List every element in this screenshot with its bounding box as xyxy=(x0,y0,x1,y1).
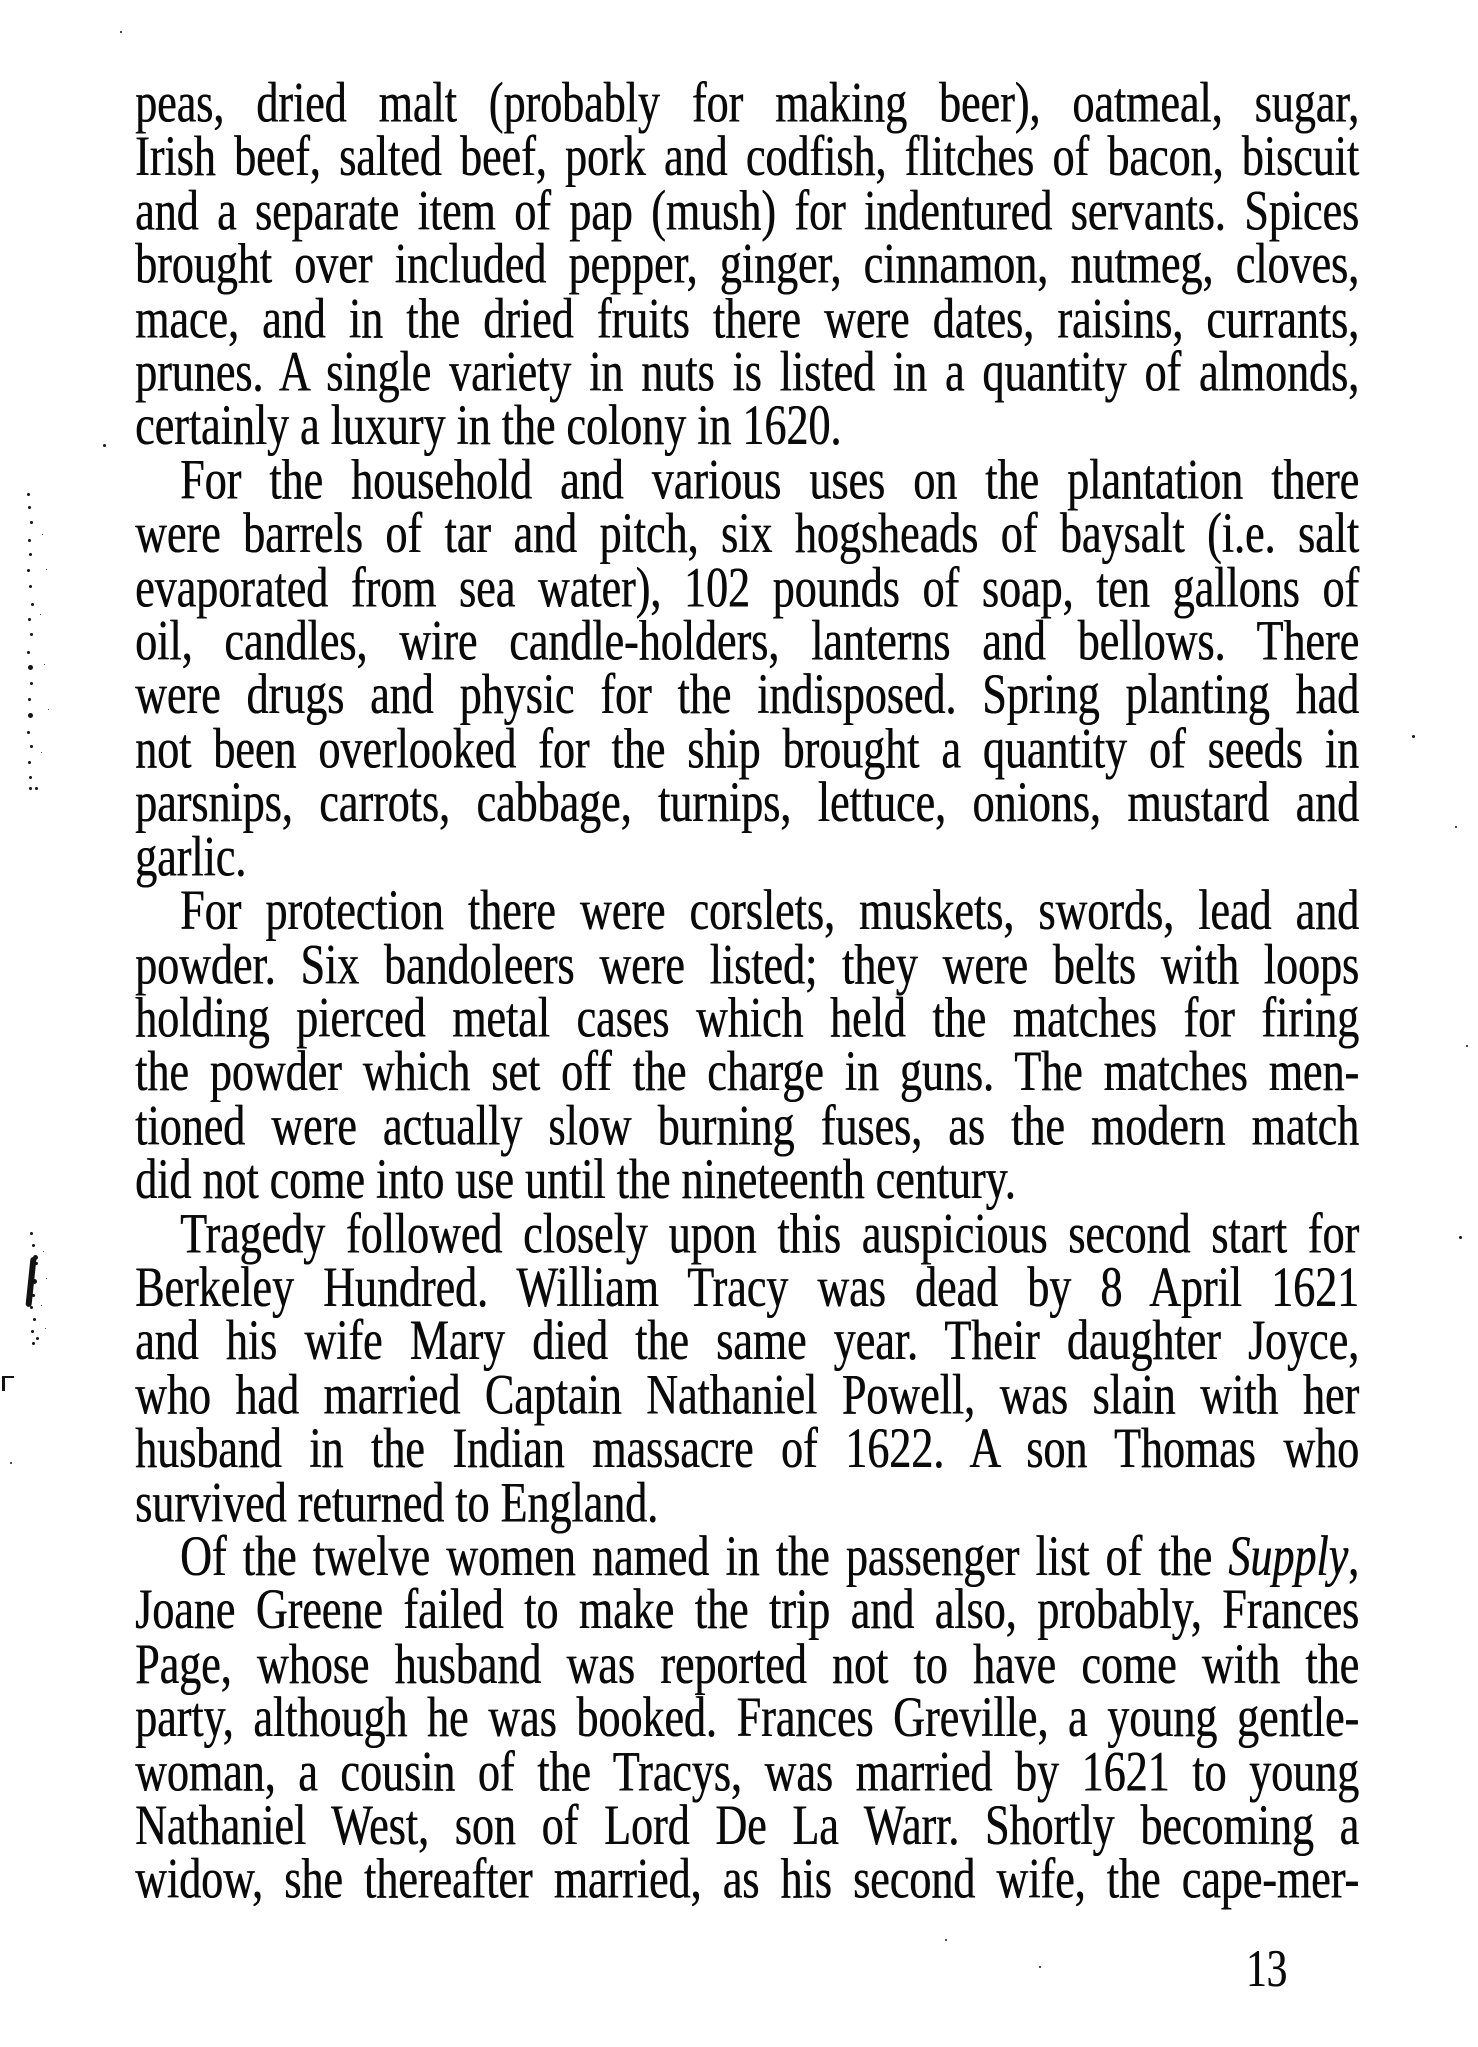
page-text xyxy=(135,70,1359,1911)
text-segment: , xyxy=(1348,1524,1359,1588)
italic-ship-name: Supply xyxy=(1228,1524,1348,1588)
paragraph xyxy=(135,1201,1359,1535)
text-line: survived returned to England. xyxy=(135,1470,658,1535)
paragraph xyxy=(135,878,1359,1212)
text-line: garlic. xyxy=(135,824,247,889)
text-line: For protection there were corslets, muskets, swords, lead and xyxy=(180,878,1359,942)
page-number: 13 xyxy=(1246,1938,1287,1998)
text-line: not been overlooked for the ship brought a quantity of seeds in xyxy=(135,716,1359,781)
text-line: brought over included pepper, ginger, cinnamon, nutmeg, cloves, xyxy=(135,232,1359,296)
text-line: were barrels of tar and pitch, six hogsheads of baysalt (i.e. salt xyxy=(135,501,1359,566)
text-line: did not come into use until the nineteenth century. xyxy=(135,1147,1016,1212)
scan-artifact-dot xyxy=(1455,826,1457,828)
text-line: Joane Greene failed to make the trip and also, probably, Frances xyxy=(135,1577,1359,1642)
scan-artifact-dot xyxy=(945,1939,947,1941)
text-line: woman, a cousin of the Tracys, was married by 1621 to young xyxy=(135,1739,1359,1804)
scan-artifact-dot xyxy=(1039,1966,1041,1968)
text-line: Irish beef, salted beef, pork and codfish, flitches of bacon, biscuit xyxy=(135,124,1359,189)
text-line: tioned were actually slow burning fuses, as the modern match xyxy=(135,1093,1359,1158)
text-line: Tragedy followed closely upon this auspicious second start for xyxy=(180,1201,1359,1265)
scan-artifact-smudge-core xyxy=(25,1257,36,1307)
scan-artifact-dot xyxy=(1412,735,1415,738)
text-line: certainly a luxury in the colony in 1620. xyxy=(135,393,842,458)
text-line: powder. Six bandoleers were listed; they were belts with loops xyxy=(135,932,1359,996)
text-line: holding pierced metal cases which held the matches for firing xyxy=(135,985,1359,1050)
text-line: and a separate item of pap (mush) for indentured servants. Spices xyxy=(135,178,1359,243)
text-line: Page, whose husband was reported not to have come with the xyxy=(135,1631,1359,1696)
scan-artifact-dot xyxy=(120,31,122,33)
text-line: who had married Captain Nathaniel Powell, was slain with her xyxy=(135,1362,1359,1427)
scan-artifact-dot xyxy=(10,1462,12,1464)
paragraph xyxy=(135,70,1359,458)
scan-artifact-bracket xyxy=(2,1376,14,1391)
text-line: evaporated from sea water), 102 pounds of soap, ten gallons of xyxy=(135,555,1359,619)
text-line: the powder which set off the charge in guns. The matches men- xyxy=(135,1039,1359,1104)
text-segment: Of the twelve women named in the passenger list of the xyxy=(180,1524,1229,1588)
text-line: husband in the Indian massacre of 1622. A son Thomas who xyxy=(135,1416,1359,1481)
text-line: parsnips, carrots, cabbage, turnips, lettuce, onions, mustard and xyxy=(135,770,1359,835)
text-line xyxy=(135,1524,1359,1588)
text-line: and his wife Mary died the same year. Their daughter Joyce, xyxy=(135,1308,1359,1373)
text-line: oil, candles, wire candle-holders, lanterns and bellows. There xyxy=(135,609,1359,673)
paragraph xyxy=(135,1524,1359,1911)
text-line: party, although he was booked. Frances Greville, a young gentle- xyxy=(135,1685,1359,1750)
text-line: prunes. A single variety in nuts is listed in a quantity of almonds, xyxy=(135,339,1359,404)
text-line: Berkeley Hundred. William Tracy was dead by 8 April 1621 xyxy=(135,1255,1359,1319)
text-line: peas, dried malt (probably for making beer), oatmeal, sugar, xyxy=(135,70,1359,135)
text-line: mace, and in the dried fruits there were dates, raisins, currants, xyxy=(135,286,1359,350)
text-line: Nathaniel West, son of Lord De La Warr. Shortly becoming a xyxy=(135,1793,1359,1857)
text-line: For the household and various uses on the plantation there xyxy=(180,447,1359,512)
paragraph xyxy=(135,447,1359,889)
scan-artifact-left-streak-2 xyxy=(30,1232,33,1235)
scan-artifact-left-streak-1 xyxy=(27,493,30,496)
scan-artifact-dot xyxy=(1459,1236,1462,1239)
text-line: widow, she thereafter married, as his second wife, the cape-mer- xyxy=(135,1847,1359,1911)
scan-artifact-dot xyxy=(1466,1045,1468,1047)
scan-artifact-dot xyxy=(103,444,106,447)
text-line: were drugs and physic for the indisposed. Spring planting had xyxy=(135,662,1359,727)
